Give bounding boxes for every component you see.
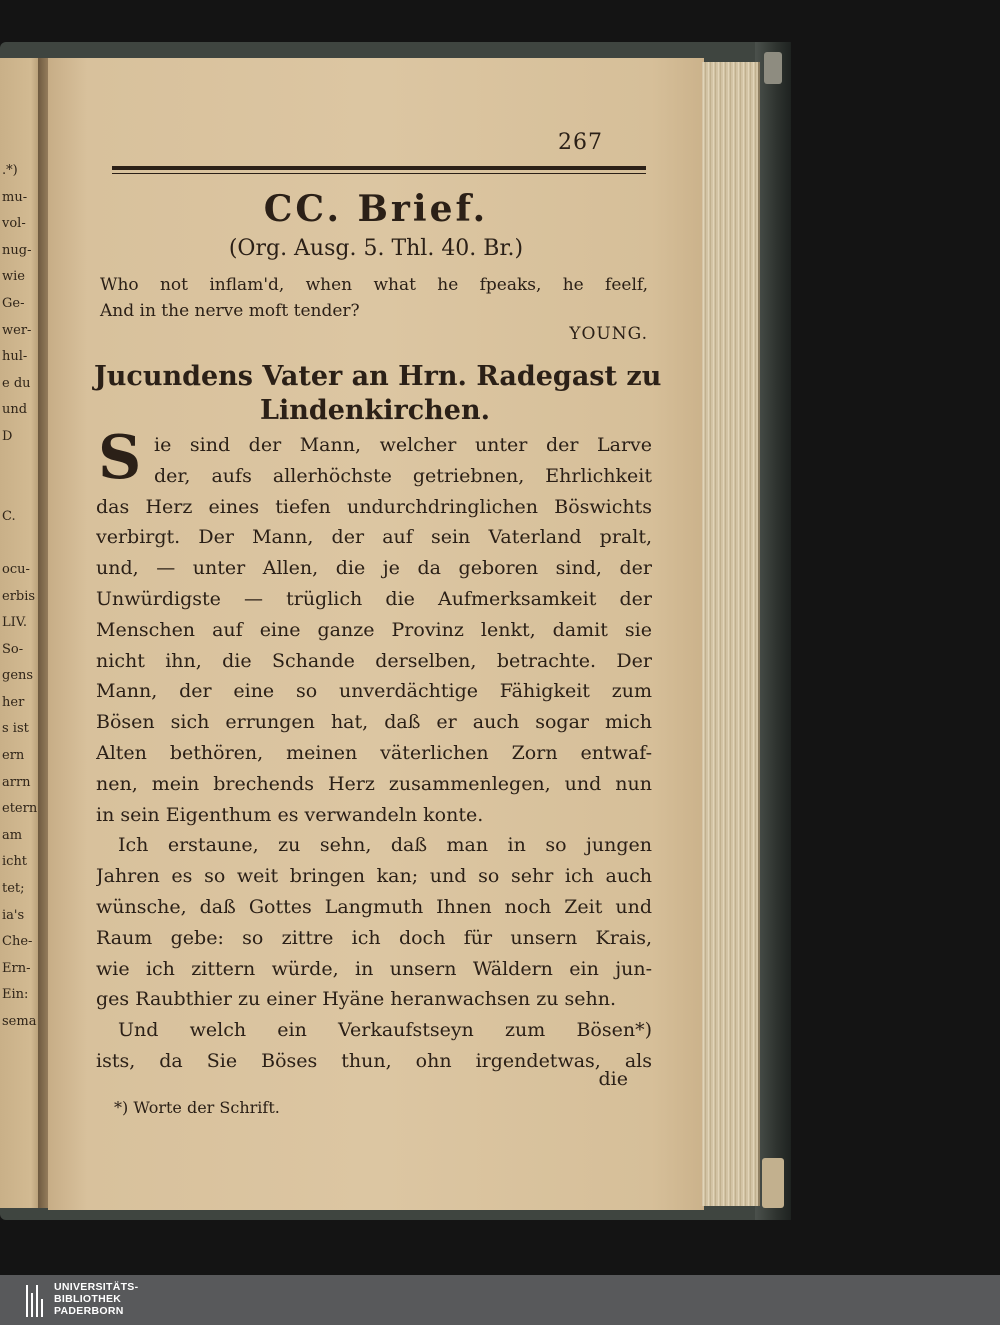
left-margin-fragment: etern [2, 801, 38, 817]
drop-cap: S [98, 423, 142, 493]
body-line: Jahren es so weit bringen kan; und so sehr ich auch [96, 865, 652, 888]
body-line: Und welch ein Verkaufstseyn zum Bösen*) [118, 1019, 652, 1042]
body-line: ists, da Sie Böses thun, ohn irgendetwas, als [96, 1049, 652, 1072]
epigraph [100, 272, 648, 324]
footnote: *) Worte der Schrift. [114, 1098, 280, 1117]
left-margin-fragment: her [2, 694, 25, 710]
book-cover-edge [755, 42, 791, 1220]
page-fore-edge [702, 62, 760, 1206]
library-logo-bar [0, 1275, 1000, 1325]
letter-reference: (Org. Ausg. 5. Thl. 40. Br.) [228, 236, 524, 261]
left-margin-fragment: nug- [2, 242, 32, 258]
header-rule-thin [112, 173, 646, 174]
body-line: und, — unter Allen, die je da geboren sind, der [96, 557, 652, 580]
left-margin-fragment: wer- [2, 322, 32, 338]
body-line: Raum gebe: so zittre ich doch für unsern Krais, [96, 926, 652, 949]
left-margin-fragment: vol- [2, 216, 26, 232]
library-logo-line: PADERBORN [54, 1305, 124, 1317]
left-margin-fragment: Ge- [2, 295, 25, 311]
body-line: Ich erstaune, zu sehn, daß man in so jungen [118, 834, 652, 857]
heading-line: Lindenkirchen. [259, 395, 491, 426]
page-number: 267 [558, 130, 603, 155]
letter-title: CC. Brief. [263, 188, 489, 230]
header-rule [112, 166, 646, 170]
left-margin-fragment [2, 530, 42, 557]
body-line: Mann, der eine so unverdächtige Fähigkeit zum [96, 680, 652, 703]
left-margin-fragment: e du [2, 375, 31, 391]
left-margin-fragment [2, 451, 42, 478]
left-margin-fragment: sema [2, 1014, 37, 1029]
left-margin-fragment: .*) [2, 163, 18, 178]
library-logo-text [54, 1281, 138, 1317]
body-line: Alten bethören, meinen väterlichen Zorn entwaf- [96, 741, 652, 764]
epigraph-line: Who not inflam'd, when what he fpeaks, he feelf, [100, 275, 648, 295]
body-line: ges Raubthier zu einer Hyäne heranwachsen zu sehn. [96, 988, 617, 1011]
left-margin-fragment [2, 477, 42, 504]
epigraph-line: And in the nerve moft tender? [100, 301, 360, 321]
heading-line: Jucundens Vater an Hrn. Radegast zu [94, 361, 662, 392]
letter-heading [94, 360, 662, 428]
page-clip-top [764, 52, 782, 84]
page-clip-bottom [762, 1158, 784, 1208]
body-line: ie sind der Mann, welcher unter der Larve [154, 434, 652, 456]
left-margin-fragment: ern [2, 748, 25, 764]
left-margin-fragment: Che- [2, 934, 33, 950]
left-margin-fragment: D [2, 428, 13, 444]
left-margin-fragment: und [2, 402, 28, 418]
right-page [48, 58, 704, 1210]
left-margin-fragment: ia's [2, 907, 25, 923]
left-margin-fragment: arrn [2, 774, 31, 790]
body-line: Menschen auf eine ganze Provinz lenkt, damit sie [96, 618, 652, 641]
body-text [96, 423, 652, 1077]
left-margin-fragment: LIV. [2, 615, 28, 631]
library-logo-line: BIBLIOTHEK [54, 1293, 122, 1305]
left-margin-fragment: erbis [2, 588, 36, 604]
left-margin-fragment: C. [2, 508, 16, 524]
left-margin-fragment: wie [2, 269, 25, 285]
library-logo-icon [26, 1285, 46, 1317]
body-line: Bösen sich errungen hat, daß er auch sogar mich [96, 711, 652, 734]
body-line: in sein Eigenthum es verwandeln konte. [96, 803, 484, 826]
left-margin-fragment: tet; [2, 881, 25, 897]
body-line: das Herz eines tiefen undurchdringlichen Böswichts [96, 495, 652, 518]
epigraph-author: YOUNG. [569, 324, 648, 344]
left-margin-fragment: So- [2, 641, 24, 657]
body-line: der, aufs allerhöchste getriebnen, Ehrlichkeit [154, 464, 652, 487]
body-line: verbirgt. Der Mann, der auf sein Vaterland pralt, [96, 526, 652, 549]
library-logo-line: UNIVERSITÄTS- [54, 1281, 139, 1293]
left-margin-fragment: s ist [2, 721, 29, 737]
body-line: Unwürdigste — trüglich die Aufmerksamkeit der [96, 587, 652, 610]
catchword: die [598, 1068, 628, 1090]
left-margin-fragment: Ein: [2, 987, 29, 1003]
left-page-text-fragments [2, 158, 42, 1036]
body-line: wie ich zittern würde, in unsern Wäldern ein jun- [96, 957, 652, 980]
body-line: nen, mein brechends Herz zusammenlegen, und nun [96, 772, 652, 795]
left-margin-fragment: ocu- [2, 561, 30, 577]
left-margin-fragment: am [2, 827, 23, 843]
left-margin-fragment: gens [2, 668, 34, 684]
body-line: wünsche, daß Gottes Langmuth Ihnen noch Zeit und [96, 895, 652, 918]
left-margin-fragment: icht [2, 854, 28, 870]
left-margin-fragment: mu- [2, 189, 28, 205]
body-line: nicht ihn, die Schande derselben, betrachte. Der [96, 649, 652, 672]
left-margin-fragment: Ern- [2, 960, 31, 976]
left-margin-fragment: hul- [2, 349, 28, 365]
